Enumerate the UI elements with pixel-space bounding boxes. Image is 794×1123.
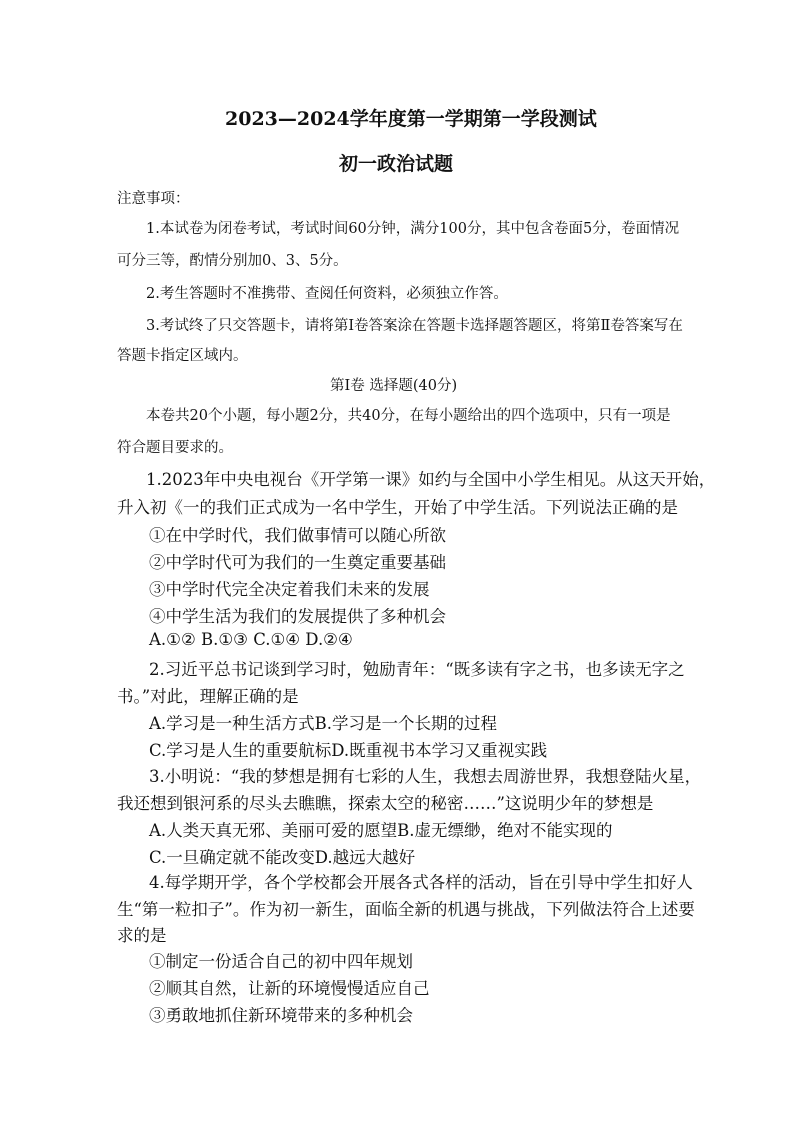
question-1-option-4: ④中学生活为我们的发展提供了多种机会 <box>149 607 446 626</box>
section-1-heading: 第Ⅰ卷 选择题(40分) <box>330 378 458 394</box>
question-3-choices-line-1: A.人类天真无邪、美丽可爱的愿望B.虚无缥缈，绝对不能实现的 <box>149 821 613 840</box>
question-1-choices: A.①② B.①③ C.①④ D.②④ <box>149 630 353 649</box>
notice-item-1-line-1: 1.本试卷为闭卷考试，考试时间60分钟，满分100分，其中包含卷面5分，卷面情况 <box>146 221 680 237</box>
notice-item-3-line-1: 3.考试终了只交答题卡，请将第Ⅰ卷答案涂在答题卡选择题答题区，将第Ⅱ卷答案写在 <box>146 318 683 334</box>
question-3-choices-line-2: C.一旦确定就不能改变D.越远大越好 <box>149 848 416 867</box>
notice-heading: 注意事项： <box>117 191 190 207</box>
notice-item-1-line-2: 可分三等，酌情分别加0、3、5分。 <box>117 253 348 269</box>
section-1-intro-line-1: 本卷共20个小题，每小题2分，共40分，在每小题给出的四个选项中，只有一项是 <box>146 408 671 424</box>
question-4-option-1: ①制定一份适合自己的初中四年规划 <box>149 952 413 971</box>
question-1-option-3: ③中学时代完全决定着我们未来的发展 <box>149 580 430 599</box>
question-3-stem-line-1: 3.小明说：“我的梦想是拥有七彩的人生，我想去周游世界，我想登陆火星， <box>149 767 702 786</box>
question-4-stem-line-2: 生“第一粒扣子”。作为初一新生，面临全新的机遇与挑战，下列做法符合上述要 <box>117 900 695 919</box>
question-4-option-2: ②顺其自然，让新的环境慢慢适应自己 <box>149 979 430 998</box>
question-1-stem-line-2: 升入初《一的我们正式成为一名中学生，开始了中学生活。下列说法正确的是 <box>117 498 678 517</box>
exam-title: 2023—2024学年度第一学期第一学段测试 <box>225 108 597 130</box>
notice-item-3-line-2: 答题卡指定区域内。 <box>117 348 248 364</box>
question-3-stem-line-2: 我还想到银河系的尽头去瞧瞧，探索太空的秘密……”这说明少年的梦想是 <box>117 794 654 813</box>
exam-subtitle: 初一政治试题 <box>339 153 454 175</box>
notice-item-2: 2.考生答题时不准携带、查阅任何资料，必须独立作答。 <box>146 286 508 302</box>
question-2-choices-line-2: C.学习是人生的重要航标D.既重视书本学习又重视实践 <box>149 741 548 760</box>
question-2-choices-line-1: A.学习是一种生活方式B.学习是一个长期的过程 <box>149 714 498 733</box>
question-1-stem-line-1: 1.2023年中央电视台《开学第一课》如约与全国中小学生相见。从这天开始， <box>146 470 716 489</box>
question-2-stem-line-2: 书。”对此，理解正确的是 <box>117 687 299 706</box>
question-4-stem-line-1: 4.每学期开学，各个学校都会开展各式各样的活动，旨在引导中学生扣好人 <box>149 873 693 892</box>
question-2-stem-line-1: 2.习近平总书记谈到学习时，勉励青年：“既多读有字之书，也多读无字之 <box>149 660 685 679</box>
question-4-stem-line-3: 求的是 <box>117 926 167 945</box>
section-1-intro-line-2: 符合题目要求的。 <box>117 440 233 456</box>
question-1-option-2: ②中学时代可为我们的一生奠定重要基础 <box>149 553 446 572</box>
question-1-option-1: ①在中学时代，我们做事情可以随心所欲 <box>149 526 446 545</box>
question-4-option-3: ③勇敢地抓住新环境带来的多种机会 <box>149 1006 413 1025</box>
